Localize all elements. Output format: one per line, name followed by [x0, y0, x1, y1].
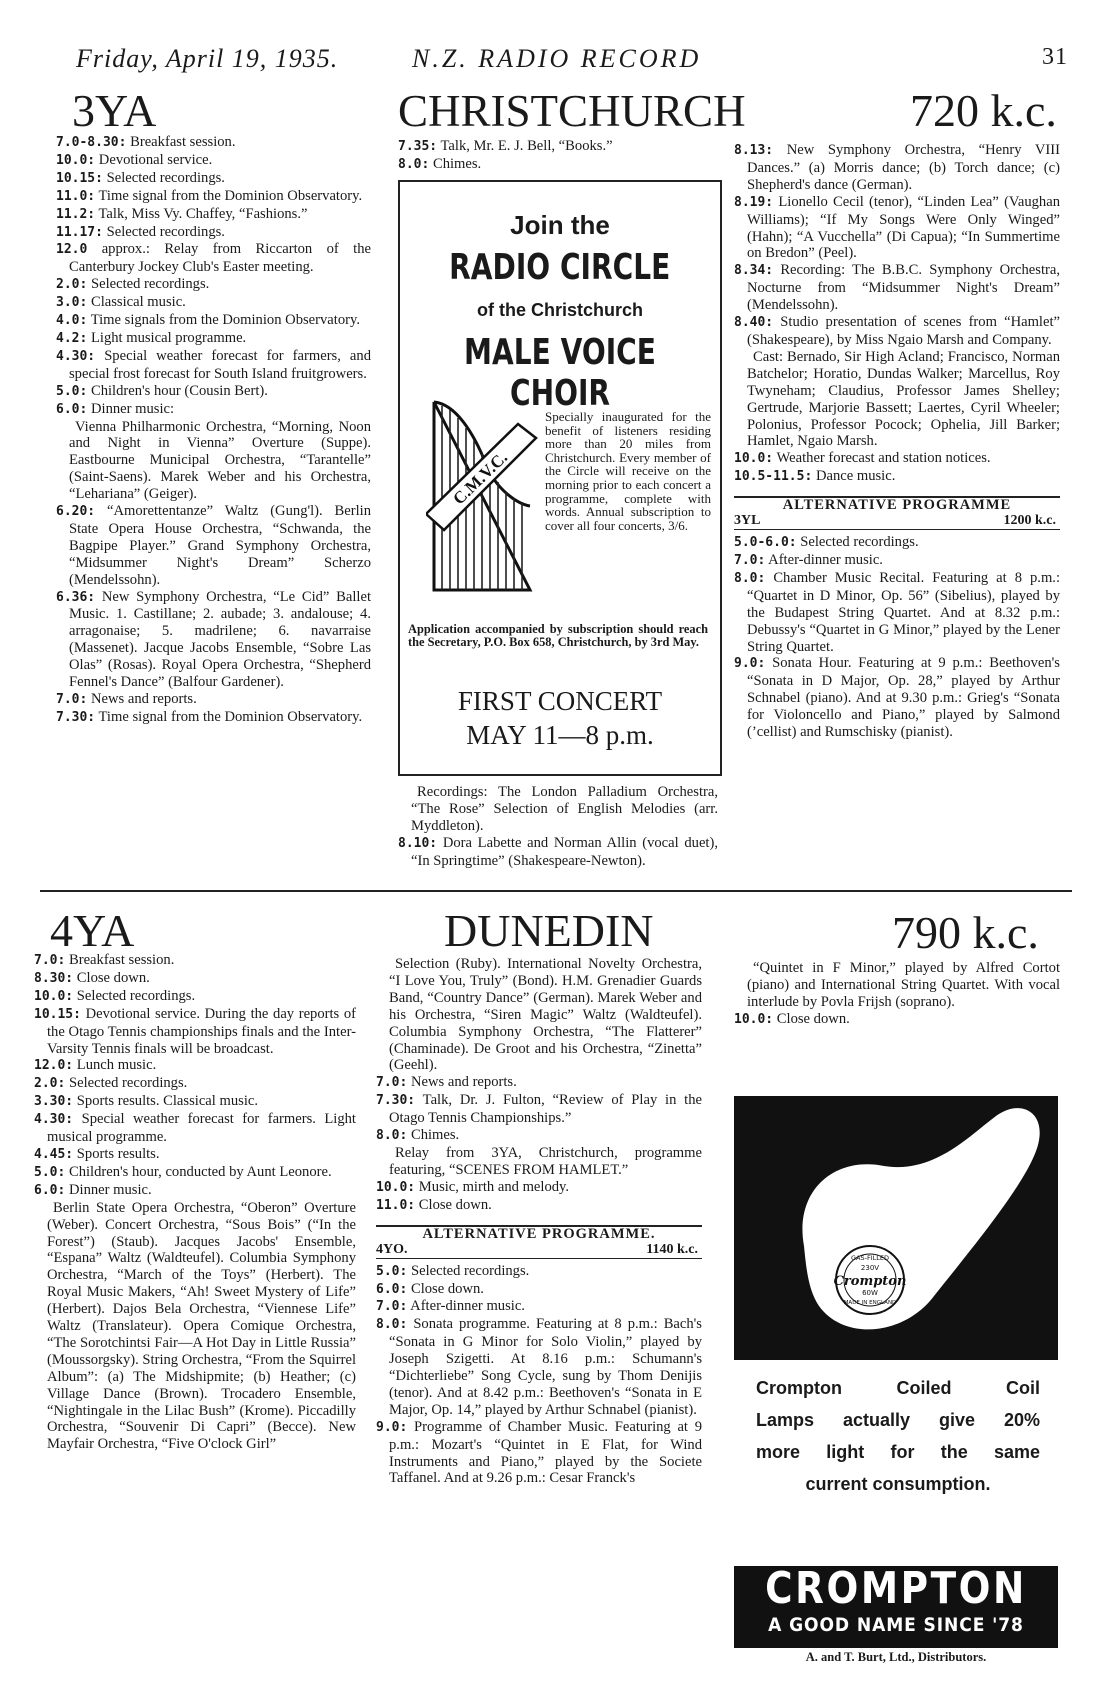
programme-item — [56, 224, 371, 242]
programme-description: Selected recordings. — [68, 1075, 188, 1092]
programme-item — [34, 1057, 356, 1075]
programme-time: 10.0: — [34, 988, 74, 1004]
programme-time: 6.20: — [56, 504, 96, 520]
programme-description: Lionello Cecil (tenor), “Linden Lea” (Vaughan Williams); “If My Songs Were Only Winged” (Hahn); “A Vucchella” (Di Capua); “In Summertime on Bredon” (Peel). — [747, 193, 1060, 262]
programme-item — [34, 1164, 356, 1182]
copy-word: light — [826, 1442, 865, 1462]
programme-item — [376, 1419, 702, 1488]
programme-item — [34, 988, 356, 1006]
programme-time: 4.2: — [56, 330, 88, 346]
issue-date: Friday, April 19, 1935. — [76, 44, 339, 73]
programme-time: 10.0: — [56, 152, 96, 168]
programme-description: Vienna Philharmonic Orchestra, “Morning, Noon and Night in Vienna” Overture (Suppe). Eastbourne Municipal Orchestra, “Tarantelle” (Saint-Saens). Marek Weber and his Orchestra, “Lehariana” (Geiger). — [69, 418, 371, 503]
programme-time: 7.35: — [398, 139, 438, 154]
programme-item — [398, 156, 718, 174]
programme-description: Lunch music. — [76, 1057, 157, 1074]
programme-description: Close down. — [410, 1280, 484, 1297]
programme-description: Recording: The B.B.C. Symphony Orchestra, Nocturne from “Midsummer Night's Dream” (Mendelssohn). — [747, 262, 1060, 314]
programme-item — [56, 134, 371, 152]
programme-item — [376, 1092, 702, 1127]
ad-radio-circle-heading: RADIO CIRCLE — [449, 247, 671, 288]
programme-time: 8.13: — [734, 143, 774, 158]
alt-items — [376, 1263, 702, 1488]
programme-time: 10.0: — [734, 1011, 774, 1027]
programme-item — [34, 1075, 356, 1093]
programme-item — [376, 1316, 702, 1418]
publication-title: N.Z. RADIO RECORD — [412, 44, 702, 73]
programme-time: 12.0 — [56, 242, 88, 258]
programme-description: Programme of Chamber Music. Featuring at 9 p.m.: Mozart's “Quintet in E Flat, for Wind Instruments and Piano,” played by the Societe Taffanel. And at 9.26 p.m.: Cesar Franck's — [389, 1418, 702, 1487]
ad-concert-date: MAY 11—8 p.m. — [466, 720, 654, 750]
programme-description: Chimes. — [432, 155, 482, 172]
programme-item — [734, 142, 1060, 194]
programme-description: Selection (Ruby). International Novelty Orchestra, “I Love You, Truly” (Bond). H.M. Grenadier Guards Band, “Country Dance” (German). Marek Weber and his Orchestra, “Siren Magic” Waltz (Waldteufel). Columbia Symphony Orchestra, “The Flatterer” (Chaminade). De Groot and his Orchestra, “Zinetta” (Geehl). — [389, 956, 702, 1074]
programme-time: 8.40: — [734, 315, 774, 331]
programme-time: 11.0: — [376, 1197, 416, 1213]
programme-description: Cast: Bernado, Sir High Acland; Francisco, Norman Batchelor; Horatio, Dundas Walker; Marcellus, Roy Twyneham; Claudius, Professor James Shelley; Gertrude, Marjorie Bassett; Laertes, Cyril Wheeler; Polonius, Professor Pocock; Ophelia, Jill Barker; Hamlet, Ngaio Marsh. — [747, 348, 1060, 450]
programme-item — [734, 349, 1060, 450]
programme-time: 8.0: — [734, 570, 766, 586]
programme-description: Dora Labette and Norman Allin (vocal duet), “In Springtime” (Shakespeare-Newton). — [411, 834, 718, 869]
bulb-label-origin: MADE IN ENGLAND — [843, 1300, 897, 1306]
programme-description: “Quintet in F Minor,” played by Alfred Cortot (piano) and International String Quartet. With vocal interlude by Povla Frijsh (soprano). — [747, 960, 1060, 1010]
programme-description: Children's hour, conducted by Aunt Leonore. — [68, 1163, 332, 1180]
programme-time: 10.15: — [56, 170, 103, 186]
programme-time: 5.0: — [376, 1263, 408, 1279]
programme-description: Devotional service. During the day reports of the Otago Tennis championships finals and the Inter-Varsity Tennis finals will be broadcast. — [47, 1005, 356, 1057]
section-divider — [40, 890, 1072, 892]
christchurch-column-3-items — [734, 142, 1060, 486]
programme-time: 10.5-11.5: — [734, 469, 813, 485]
programme-description: Close down. — [418, 1196, 492, 1213]
programme-item — [34, 1200, 356, 1454]
programme-time: 7.30: — [56, 709, 96, 725]
bulb-label-brand: Crompton — [833, 1274, 907, 1289]
christchurch-column-1 — [56, 134, 371, 727]
programme-item — [56, 401, 371, 419]
programme-item — [734, 655, 1060, 741]
programme-item — [376, 1179, 702, 1197]
programme-description: Talk, Miss Vy. Chaffey, “Fashions.” — [98, 205, 308, 222]
alt-callsign: 3YL — [734, 513, 761, 529]
programme-description: Talk, Dr. J. Fulton, “Review of Play in the Otago Tennis Championships.” — [389, 1092, 703, 1127]
programme-description: News and reports. — [90, 691, 197, 707]
programme-item — [56, 170, 371, 188]
copy-word: for — [890, 1442, 915, 1462]
programme-time: 4.45: — [34, 1146, 74, 1162]
programme-time: 8.0: — [376, 1317, 408, 1333]
programme-description: Close down. — [76, 969, 150, 986]
copy-word: 20% — [1003, 1410, 1040, 1430]
programme-time: 3.0: — [56, 295, 88, 311]
programme-description: Music, mirth and melody. — [418, 1178, 570, 1195]
programme-description: Talk, Mr. E. J. Bell, “Books.” — [440, 138, 613, 154]
programme-item — [376, 1263, 702, 1281]
programme-description: Special weather forecast for farmers. Light musical programme. — [47, 1111, 356, 1146]
christchurch-callsign: 3YA — [72, 85, 157, 136]
lamp-ad-copy — [734, 1366, 1058, 1546]
copy-word: give — [938, 1410, 976, 1430]
programme-description: Selected recordings. — [106, 169, 225, 186]
programme-item — [56, 330, 371, 348]
programme-description: Berlin State Opera Orchestra, “Oberon” Overture (Weber). Concert Orchestra, “Sous Bois” (“In the Forest”) (Staub). Jacques Jacobs' Ensemble, “Espana” Waltz (Waldteufel). Columbia Symphony Orchestra, “March of the Toys” (Herbert). The Royal Music Makers, “Ah! Sweet Mystery of Life” (Herbert). Dajos Bela Orchestra, “Viennese Life” Waltz (Translateur). Opera Comique Orchestra, “The Sorotchintsi Fair—A Hot Day in Little Russia” (Moussorgsky). String Orchestra, “From the Squirrel Album”: (a) The Midshipmite; (b) Heather; (c) Village Dance (Brown). Trocadero Ensemble, “Nightingale in the Lilac Bush” (Krome). Piccadilly Orchestra, “Souvenir Di Capri” (Becce). New Mayfair Orchestra, “Five O'clock Girl” — [47, 1199, 356, 1453]
christchurch-column-2-top — [398, 138, 718, 174]
programme-description: Children's hour (Cousin Bert). — [90, 382, 268, 399]
programme-item — [56, 709, 371, 727]
programme-time: 7.0-8.30: — [56, 135, 127, 150]
dunedin-frequency: 790 k.c. — [892, 907, 1039, 958]
programme-time: 4.30: — [34, 1112, 74, 1128]
programme-item — [56, 188, 371, 206]
programme-item — [34, 1146, 356, 1164]
programme-time: 7.0: — [34, 953, 66, 968]
programme-description: After-dinner music. — [410, 1298, 525, 1315]
programme-item — [56, 503, 371, 589]
programme-item — [56, 276, 371, 294]
programme-item — [734, 194, 1060, 263]
programme-item — [398, 138, 718, 156]
programme-description: Chamber Music Recital. Featuring at 8 p.m.: “Quartet in D Minor, Op. 56” (Sibelius), played by the Budapest String Quartet. And at 8.32 p.m.: Debussy's “Quartet in G Minor,” played by the Lener String Quartet. — [747, 569, 1060, 655]
programme-time: 7.0: — [56, 692, 88, 707]
programme-time: 6.0: — [56, 401, 88, 417]
programme-description: Time signals from the Dominion Observatory. — [90, 312, 360, 329]
programme-time: 7.0: — [376, 1075, 408, 1091]
programme-item — [56, 589, 371, 691]
programme-time: 12.0: — [34, 1058, 74, 1074]
programme-item — [734, 1011, 1060, 1029]
programme-description: Devotional service. — [98, 151, 213, 168]
programme-time: 10.15: — [34, 1006, 81, 1022]
copy-word: Crompton — [756, 1378, 842, 1398]
crompton-brand: CROMPTON — [765, 1563, 1027, 1614]
programme-description: New Symphony Orchestra, “Le Cid” Ballet Music. 1. Castillane; 2. aubade; 3. andalouse; 4. arragonaise; 5. madrilene; 6. navarraise (Massenet). Jacque Jacobs Ensemble, “Sobre Las Olas” (Rosas). Royal Opera Orchestra, “Shepherd Fennel's Dance” (Balfour Gardener). — [69, 588, 371, 691]
programme-description: “Amorettentanze” Waltz (Gung'l). Berlin State Opera House Orchestra, “Schwanda, the Bagpipe Player.” Grand Symphony Orchestra, “Midsummer Night's Dream” Scherzo (Mendelssohn). — [69, 503, 371, 588]
alt-callsign: 4YO. — [376, 1241, 408, 1257]
programme-description: Close down. — [776, 1010, 850, 1027]
alt-frequency: 1200 k.c. — [1003, 513, 1056, 529]
programme-item — [376, 1145, 702, 1179]
programme-item — [734, 262, 1060, 314]
dunedin-column-1 — [34, 952, 356, 1453]
programme-time: 8.0: — [376, 1128, 408, 1144]
programme-item — [734, 570, 1060, 656]
programme-time: 2.0: — [34, 1076, 66, 1092]
programme-description: New Symphony Orchestra, “Henry VIII Dances.” (a) Morris dance; (b) Torch dance; (c) Shepherd's dance (German). — [747, 142, 1060, 193]
programme-item — [56, 241, 371, 276]
programme-time: 5.0: — [34, 1164, 66, 1180]
dunedin-column-2 — [376, 956, 702, 1491]
radio-circle-advertisement — [398, 180, 722, 776]
programme-description: Time signal from the Dominion Observatory. — [98, 187, 363, 204]
alt-title: ALTERNATIVE PROGRAMME. — [422, 1225, 656, 1242]
page-number: 31 — [1042, 44, 1068, 70]
programme-description: Sports results. — [76, 1145, 160, 1162]
christchurch-city: CHRISTCHURCH — [398, 86, 746, 136]
bulb-label-wattage: 60W — [862, 1289, 878, 1297]
alternative-programme-4yo — [376, 1225, 702, 1488]
programme-time: 11.0: — [56, 188, 96, 204]
programme-time: 9.0: — [734, 656, 766, 672]
programme-description: Sonata programme. Featuring at 8 p.m.: Bach's “Sonata in G Minor for Solo Violin,” played by Joseph Szigetti. At 8.16 p.m.: Schumann's “Dichterliebe” Song Cycle, sung by Thom Denijis (tenor). And at 8.42 p.m.: Beethoven's “Sonata in E Major, Op. 14,” played by Arthur Schnabel (pianist). — [389, 1316, 702, 1418]
crompton-slogan: A GOOD NAME SINCE '78 — [768, 1614, 1024, 1636]
programme-item — [34, 952, 356, 970]
programme-time: 6.36: — [56, 589, 96, 605]
copy-word: more — [756, 1442, 801, 1462]
dunedin-column-2-items — [376, 956, 702, 1215]
programme-item — [734, 468, 1060, 486]
programme-item — [398, 784, 718, 835]
copy-word: Coil — [1006, 1378, 1040, 1398]
light-bulb-icon — [734, 1096, 1058, 1360]
copy-word: Coiled — [896, 1378, 952, 1398]
harp-sash-letters: C.M.V.C. — [449, 447, 512, 509]
programme-time: 8.0: — [398, 156, 430, 172]
programme-time: 2.0: — [56, 277, 88, 293]
programme-description: Light musical programme. — [90, 329, 247, 346]
programme-item — [56, 206, 371, 224]
programme-time: 10.0: — [376, 1179, 416, 1195]
programme-item — [734, 960, 1060, 1011]
dunedin-callsign: 4YA — [50, 905, 135, 956]
copy-word: the — [940, 1442, 968, 1462]
programme-description: After-dinner music. — [768, 552, 883, 569]
copy-word: actually — [842, 1410, 911, 1430]
dunedin-city: DUNEDIN — [444, 905, 654, 956]
programme-description: Dinner music. — [68, 1181, 152, 1198]
programme-item — [56, 312, 371, 330]
alternative-programme-3yl — [734, 496, 1060, 741]
programme-time: 9.0: — [376, 1419, 408, 1435]
programme-description: Selected recordings. — [76, 987, 196, 1004]
alt-items — [734, 534, 1060, 741]
ad-first-concert: FIRST CONCERT — [457, 686, 663, 716]
programme-item — [34, 1093, 356, 1111]
ad-join-heading: Join the — [510, 210, 610, 240]
programme-description: Breakfast session. — [68, 952, 175, 968]
programme-description: Selected recordings. — [800, 534, 919, 551]
programme-time: 6.0: — [34, 1182, 66, 1198]
programme-description: Sports results. Classical music. — [76, 1093, 258, 1110]
alt-title: ALTERNATIVE PROGRAMME — [782, 497, 1012, 514]
programme-time: 4.0: — [56, 313, 88, 329]
programme-item — [734, 552, 1060, 570]
programme-item — [376, 1074, 702, 1092]
programme-description: Classical music. — [90, 294, 186, 311]
programme-item — [376, 1281, 702, 1299]
programme-time: 8.34: — [734, 263, 774, 279]
programme-time: 5.0: — [56, 383, 88, 399]
programme-description: News and reports. — [410, 1074, 517, 1091]
programme-time: 8.10: — [398, 835, 438, 851]
programme-time: 8.30: — [34, 970, 74, 986]
programme-item — [34, 1182, 356, 1200]
crompton-banner — [734, 1563, 1058, 1648]
copy-word: Lamps — [756, 1410, 815, 1430]
ad-christchurch-line: of the Christchurch — [476, 300, 643, 320]
programme-item — [56, 419, 371, 504]
programme-description: Selected recordings. — [410, 1262, 530, 1279]
programme-description: approx.: Relay from Riccarton of the Canterbury Jockey Club's Easter meeting. — [69, 241, 371, 276]
distributors-line: A. and T. Burt, Ltd., Distributors. — [805, 1650, 987, 1664]
programme-description: Sonata Hour. Featuring at 9 p.m.: Beethoven's “Sonata in D Major, Op. 28,” played by Arthur Schnabel (piano). And at 9.30 p.m.: Grieg's “Sonata for Violoncello and Piano,” played by Salmond (’cellist) and Rumschisky (pianist). — [747, 655, 1060, 741]
programme-item — [376, 1127, 702, 1145]
programme-time: 3.30: — [34, 1094, 74, 1110]
programme-item — [56, 383, 371, 401]
programme-item — [34, 1111, 356, 1146]
programme-item — [734, 450, 1060, 468]
copy-word: same — [993, 1442, 1040, 1462]
programme-item — [34, 1006, 356, 1058]
programme-item — [56, 348, 371, 383]
programme-description: Studio presentation of scenes from “Hamlet” (Shakespeare), by Miss Ngaio Marsh and Company. — [747, 314, 1060, 348]
dunedin-column-3 — [734, 960, 1060, 1029]
ad-male-voice-choir-heading: MALE VOICE CHOIR — [464, 332, 656, 414]
christchurch-frequency: 720 k.c. — [910, 85, 1057, 136]
programme-item — [34, 970, 356, 988]
programme-time: 11.2: — [56, 206, 96, 222]
programme-time: 10.0: — [734, 451, 774, 467]
programme-description: Selected recordings. — [90, 276, 210, 293]
ad-body-text: Specially inaugurated for the benefit of listeners residing more than 20 miles from Christchurch. Every member of the Circle will receive on the morning prior to each concert a programme, complete with words. Annual subscription to cover all four concerts, 3/6. — [545, 409, 711, 533]
programme-time: 4.30: — [56, 348, 96, 364]
bulb-label-top: GAS-FILLED — [851, 1254, 889, 1262]
programme-description: Breakfast session. — [130, 134, 236, 150]
programme-description: Selected recordings. — [106, 223, 225, 240]
programme-item — [734, 534, 1060, 552]
programme-item — [376, 956, 702, 1074]
programme-description: Time signal from the Dominion Observatory. — [98, 708, 363, 725]
programme-time: 11.17: — [56, 224, 103, 240]
programme-description: Recordings: The London Palladium Orchestra, “The Rose” Selection of English Melodies (arr. Myddleton). — [411, 784, 718, 834]
crompton-lamp-advertisement — [734, 1096, 1058, 1664]
bulb-label-voltage: 230V — [860, 1264, 880, 1272]
lamp-illustration — [734, 1096, 1058, 1360]
programme-description: Dance music. — [815, 468, 896, 485]
programme-description: Relay from 3YA, Christchurch, programme featuring, “SCENES FROM HAMLET.” — [389, 1144, 702, 1178]
programme-time: 7.0: — [734, 553, 766, 569]
christchurch-column-3 — [734, 142, 1060, 745]
christchurch-column-2-bottom — [398, 784, 718, 870]
harp-icon — [426, 394, 538, 594]
programme-time: 6.0: — [376, 1281, 408, 1297]
programme-item — [56, 294, 371, 312]
programme-time: 7.30: — [376, 1093, 416, 1109]
programme-item — [398, 835, 718, 870]
programme-item — [376, 1298, 702, 1316]
alt-frequency: 1140 k.c. — [646, 1241, 698, 1257]
programme-item — [56, 691, 371, 709]
copy-line: current consumption. — [805, 1474, 991, 1494]
programme-description: Weather forecast and station notices. — [776, 450, 991, 467]
programme-description: Dinner music: — [90, 400, 175, 417]
ad-application-text: Application accompanied by subscription should reach the Secretary, P.O. Box 658, Christchurch, by 3rd May. — [408, 622, 708, 650]
programme-item — [376, 1197, 702, 1215]
programme-description: Special weather forecast for farmers, and special frost forecast for South Island fruitgrowers. — [69, 347, 371, 382]
programme-description: Chimes. — [410, 1127, 460, 1144]
programme-item — [734, 314, 1060, 349]
programme-item — [56, 152, 371, 170]
programme-time: 7.0: — [376, 1299, 408, 1315]
programme-time: 8.19: — [734, 194, 774, 210]
programme-time: 5.0-6.0: — [734, 535, 797, 551]
